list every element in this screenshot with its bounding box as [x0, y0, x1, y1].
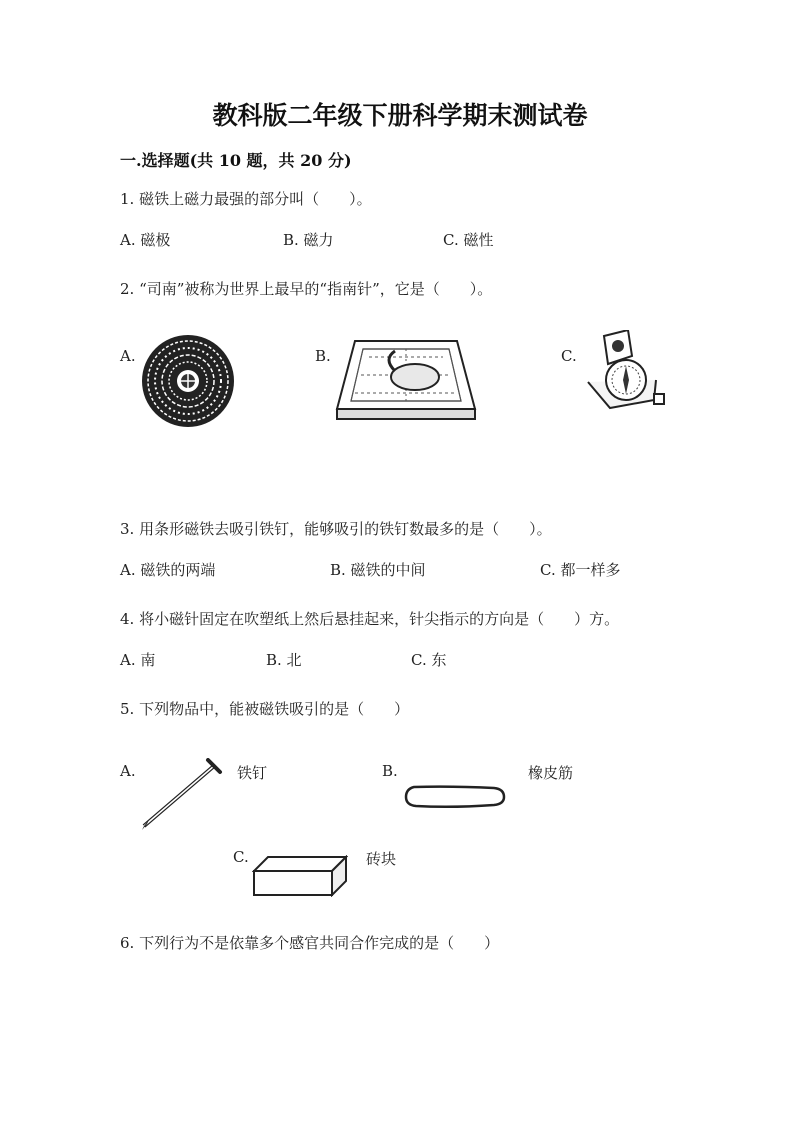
question-3: 3. 用条形磁铁去吸引铁钉，能够吸引的铁钉数最多的是（ ）。	[120, 520, 552, 538]
q4-option-b[interactable]: B. 北	[266, 651, 302, 669]
q1-option-c[interactable]: C. 磁性	[443, 231, 494, 249]
q5-option-c[interactable]: C.	[233, 848, 249, 866]
question-5: 5. 下列物品中，能被磁铁吸引的是（ ）	[120, 700, 410, 718]
q4-option-c[interactable]: C. 东	[411, 651, 447, 669]
q1-option-a[interactable]: A. 磁极	[120, 231, 171, 249]
q5-item-c-label: 砖块	[366, 850, 397, 868]
q3-option-c[interactable]: C. 都一样多	[540, 561, 621, 579]
modern-compass-icon	[580, 330, 670, 420]
q4-option-a[interactable]: A. 南	[120, 651, 156, 669]
question-2: 2. “司南”被称为世界上最早的“指南针”，它是（ ）。	[120, 280, 493, 298]
brick-icon	[252, 855, 348, 897]
section-heading: 一.选择题(共 10 题，共 20 分)	[120, 151, 352, 170]
q2-option-c[interactable]: C.	[561, 347, 577, 365]
q5-option-b[interactable]: B.	[382, 762, 398, 780]
q2-option-b[interactable]: B.	[315, 347, 331, 365]
luopan-compass-icon	[140, 333, 236, 429]
q5-item-b-label: 橡皮筋	[528, 764, 574, 782]
rubber-band-icon	[402, 783, 508, 811]
q1-option-b[interactable]: B. 磁力	[283, 231, 334, 249]
question-6: 6. 下列行为不是依靠多个感官共同合作完成的是（ ）	[120, 934, 500, 952]
q5-option-a[interactable]: A.	[120, 762, 136, 780]
q3-option-a[interactable]: A. 磁铁的两端	[120, 561, 216, 579]
q5-item-a-label: 铁钉	[237, 764, 268, 782]
question-1: 1. 磁铁上磁力最强的部分叫（ ）。	[120, 190, 372, 208]
question-4: 4. 将小磁针固定在吹塑纸上然后悬挂起来，针尖指示的方向是（ ）方。	[120, 610, 620, 628]
page-title: 教科版二年级下册科学期末测试卷	[212, 101, 588, 130]
iron-nail-icon	[138, 758, 224, 832]
sinan-spoon-icon	[333, 335, 479, 423]
q2-option-a[interactable]: A.	[120, 347, 136, 365]
q3-option-b[interactable]: B. 磁铁的中间	[330, 561, 426, 579]
